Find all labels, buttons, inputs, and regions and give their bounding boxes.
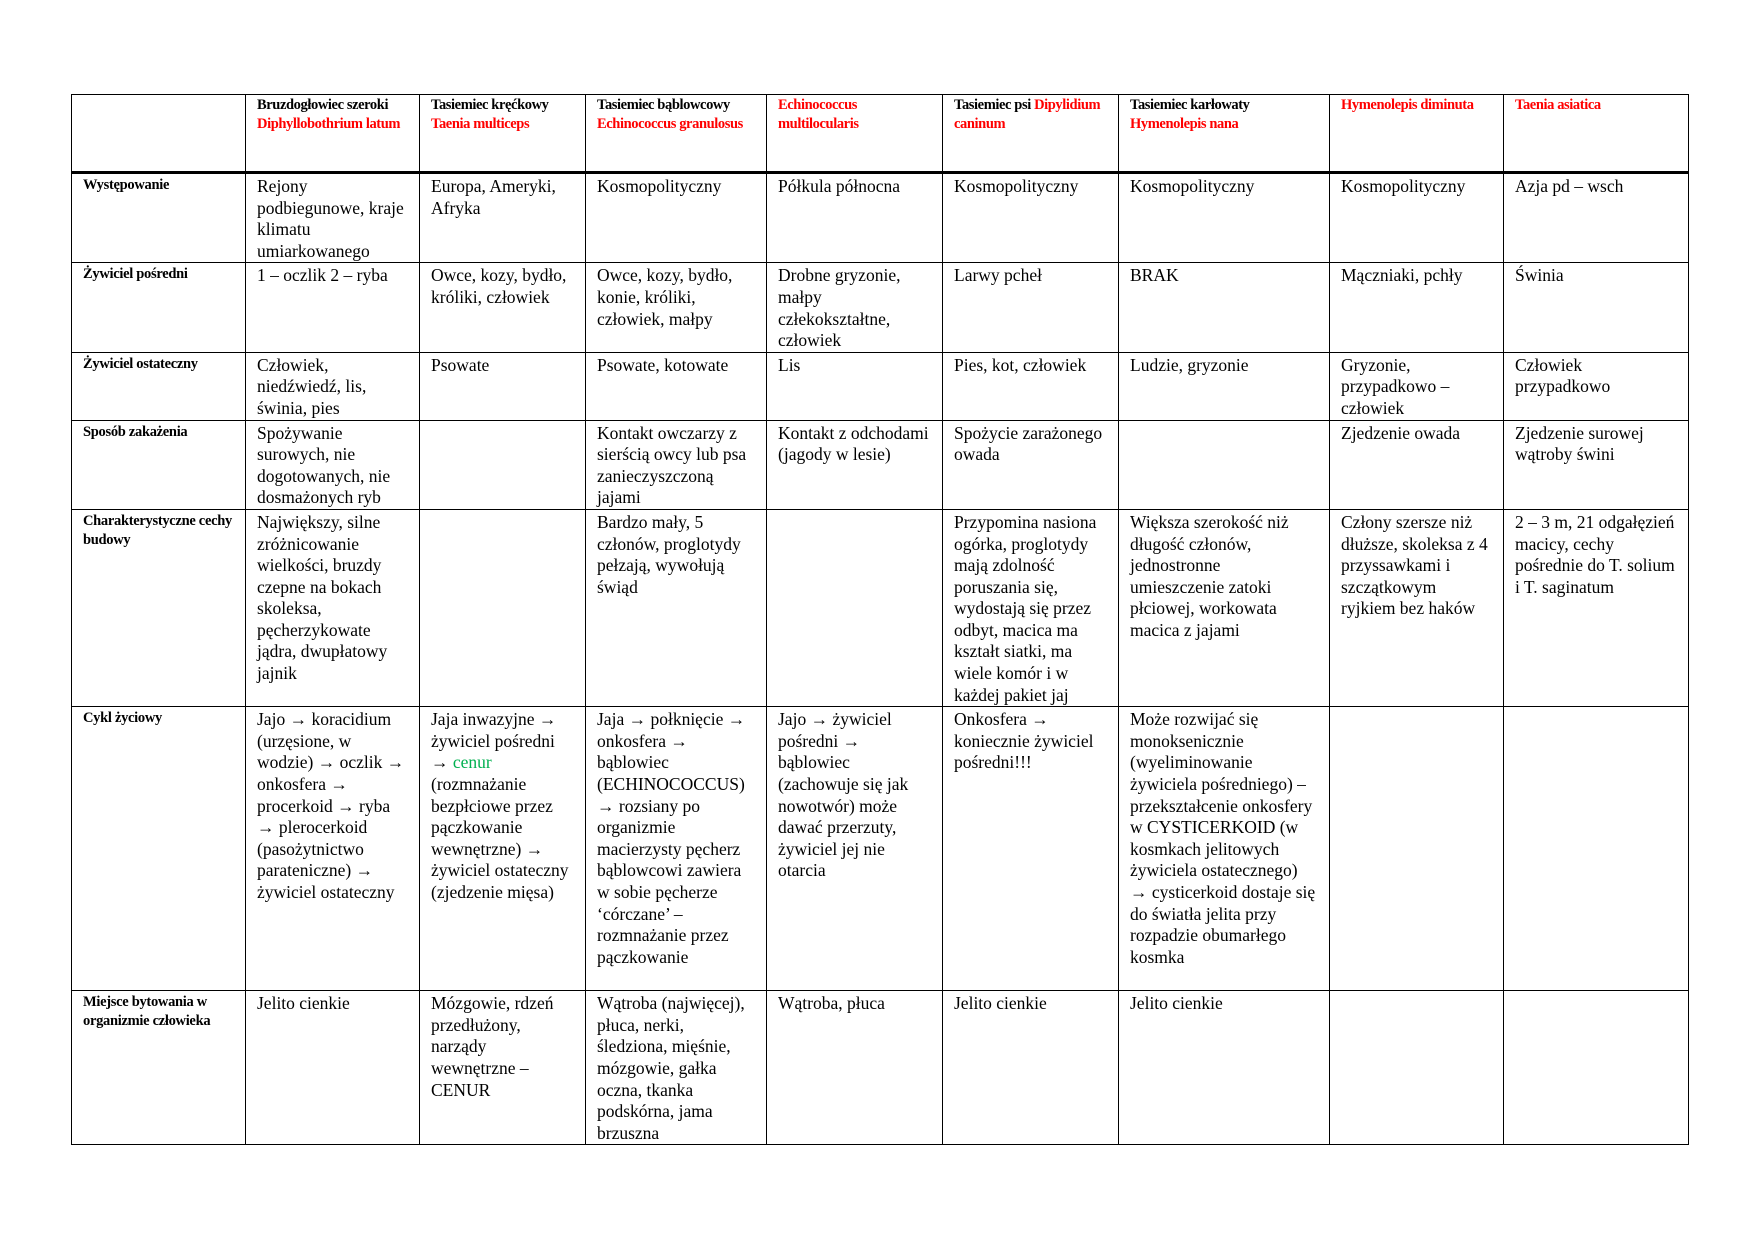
table-cell: Jaja → połknięcie → onkosfera → bąblowiec (ECHINOCOCCUS) → rozsiany po organizmie macierzysty pęcherz bąblowcowi zawiera w sobie pęcherze ‘córczane’ – rozmnażanie przez pączkowanie	[586, 707, 767, 991]
cell-text: Jaja inwazyjne → żywiciel pośredni →	[431, 709, 557, 773]
table-cell: Największy, silne zróżnicowanie wielkości, bruzdy czepne na bokach skoleksa, pęcherzykowate jądra, dwupłatowy jajnik	[246, 509, 420, 706]
table-cell: Kosmopolityczny	[943, 173, 1119, 263]
table-cell: Owce, kozy, bydło, konie, króliki, człowiek, małpy	[586, 263, 767, 352]
table-cell: Pies, kot, człowiek	[943, 352, 1119, 420]
column-latin-name: Taenia multiceps	[431, 115, 530, 132]
table-cell: Jajo → koracidium (urzęsione, w wodzie) → oczlik → onkosfera → procerkoid → ryba → plerocerkoid (pasożytnictwo parateniczne) → żywiciel ostateczny	[246, 707, 420, 991]
column-header	[943, 95, 1119, 173]
table-cell: Spożycie zarażonego owada	[943, 420, 1119, 509]
table-cell: Kosmopolityczny	[1119, 173, 1330, 263]
table-cell: Mączniaki, pchły	[1330, 263, 1504, 352]
table-cell: Psowate	[420, 352, 586, 420]
table-cell	[1504, 707, 1689, 991]
table-body	[72, 95, 1689, 1145]
column-common-name: Tasiemiec karłowaty	[1130, 97, 1250, 113]
row-label: Charakterystyczne cechy budowy	[72, 509, 246, 706]
row-label: Miejsce bytowania w organizmie człowieka	[72, 991, 246, 1145]
table-cell: Może rozwijać się monoksenicznie (wyeliminowanie żywiciela pośredniego) – przekształcenie onkosfery w CYSTICERKOID (w kosmkach jelitowych żywiciela ostatecznego) → cysticerkoid dostaje się do światła jelita przy rozpadzie obumarłego kosmka	[1119, 707, 1330, 991]
table-cell	[420, 420, 586, 509]
table-cell: Świnia	[1504, 263, 1689, 352]
row-label: Występowanie	[72, 173, 246, 263]
row-label: Żywiciel pośredni	[72, 263, 246, 352]
row-infection-route	[72, 420, 1689, 509]
table-cell: Rejony podbiegunowe, kraje klimatu umiarkowanego	[246, 173, 420, 263]
table-cell: Półkula północna	[767, 173, 943, 263]
table-cell: Wątroba, płuca	[767, 991, 943, 1145]
table-cell: Jelito cienkie	[943, 991, 1119, 1145]
column-latin-name: Taenia asiatica	[1515, 97, 1601, 113]
table-cell	[1330, 991, 1504, 1145]
column-latin-name: Echinococcus multilocularis	[778, 97, 859, 132]
corner-cell	[72, 95, 246, 173]
column-latin-name: Hymenolepis diminuta	[1341, 97, 1474, 113]
column-common-name: Tasiemiec kręćkowy	[431, 97, 549, 113]
row-label: Żywiciel ostateczny	[72, 352, 246, 420]
table-cell: Człony szersze niż dłuższe, skoleksa z 4 przyssawkami i szczątkowym ryjkiem bez haków	[1330, 509, 1504, 706]
table-cell: Gryzonie, przypadkowo – człowiek	[1330, 352, 1504, 420]
table-cell: Ludzie, gryzonie	[1119, 352, 1330, 420]
column-latin-name: Diphyllobothrium latum	[257, 115, 401, 132]
table-cell: Wątroba (najwięcej), płuca, nerki, śledziona, mięśnie, mózgowie, gałka oczna, tkanka podskórna, jama brzuszna	[586, 991, 767, 1145]
table-cell: Kosmopolityczny	[586, 173, 767, 263]
table-cell: Kosmopolityczny	[1330, 173, 1504, 263]
table-cell: Europa, Ameryki, Afryka	[420, 173, 586, 263]
row-life-cycle	[72, 707, 1689, 991]
table-cell: Owce, kozy, bydło, króliki, człowiek	[420, 263, 586, 352]
row-occurrence	[72, 173, 1689, 263]
table-cell: Larwy pcheł	[943, 263, 1119, 352]
column-header	[1504, 95, 1689, 173]
column-header	[246, 95, 420, 173]
cell-text: (rozmnażanie bezpłciowe przez pączkowanie wewnętrzne) → żywiciel ostateczny (zjedzenie mięsa)	[431, 774, 569, 902]
table-cell: Przypomina nasiona ogórka, proglotydy mają zdolność poruszania się, wydostają się przez odbyt, macica ma kształt siatki, ma wiele komór i w każdej pakiet jaj	[943, 509, 1119, 706]
column-common-name: Tasiemiec psi	[954, 97, 1035, 113]
table-cell	[767, 509, 943, 706]
column-header	[586, 95, 767, 173]
column-header	[1330, 95, 1504, 173]
table-cell: Bardzo mały, 5 członów, proglotydy pełzają, wywołują świąd	[586, 509, 767, 706]
column-latin-name: Echinococcus granulosus	[597, 115, 743, 132]
row-body-features	[72, 509, 1689, 706]
column-header	[767, 95, 943, 173]
table-cell	[420, 707, 586, 991]
column-latin-name: Dipylidium caninum	[954, 97, 1101, 132]
table-cell: Drobne gryzonie, małpy człekokształtne, człowiek	[767, 263, 943, 352]
table-cell	[1504, 991, 1689, 1145]
table-cell	[1119, 420, 1330, 509]
table-cell: Jelito cienkie	[246, 991, 420, 1145]
table-cell	[420, 509, 586, 706]
table-cell: Lis	[767, 352, 943, 420]
header-row	[72, 95, 1689, 173]
table-cell: Jelito cienkie	[1119, 991, 1330, 1145]
table-cell: Spożywanie surowych, nie dogotowanych, nie dosmażonych ryb	[246, 420, 420, 509]
table-cell: Azja pd – wsch	[1504, 173, 1689, 263]
cell-highlight-text: cenur	[452, 752, 492, 773]
column-header	[1119, 95, 1330, 173]
table-cell: Większa szerokość niż długość członów, jednostronne umieszczenie zatoki płciowej, workowata macica z jajami	[1119, 509, 1330, 706]
table-cell: BRAK	[1119, 263, 1330, 352]
table-cell: Mózgowie, rdzeń przedłużony, narządy wewnętrzne – CENUR	[420, 991, 586, 1145]
table-cell: Człowiek, niedźwiedź, lis, świnia, pies	[246, 352, 420, 420]
row-intermediate-host	[72, 263, 1689, 352]
table-cell: Człowiek przypadkowo	[1504, 352, 1689, 420]
table-cell: Kontakt owczarzy z sierścią owcy lub psa zanieczyszczoną jajami	[586, 420, 767, 509]
row-definitive-host	[72, 352, 1689, 420]
table-cell: Zjedzenie owada	[1330, 420, 1504, 509]
table-cell: 1 – oczlik 2 – ryba	[246, 263, 420, 352]
table-cell	[1330, 707, 1504, 991]
table-cell: Kontakt z odchodami (jagody w lesie)	[767, 420, 943, 509]
table-cell: Onkosfera → koniecznie żywiciel pośredni!!!	[943, 707, 1119, 991]
tapeworm-comparison-table	[71, 94, 1689, 1145]
table-cell: Zjedzenie surowej wątroby świni	[1504, 420, 1689, 509]
table-cell: Psowate, kotowate	[586, 352, 767, 420]
table-cell: Jajo → żywiciel pośredni → bąblowiec (zachowuje się jak nowotwór) może dawać przerzuty, żywiciel jej nie otarcia	[767, 707, 943, 991]
row-label: Cykl życiowy	[72, 707, 246, 991]
column-header	[420, 95, 586, 173]
row-habitat-in-human	[72, 991, 1689, 1145]
column-common-name: Tasiemiec bąblowcowy	[597, 97, 730, 113]
column-common-name: Bruzdogłowiec szeroki	[257, 97, 389, 113]
column-latin-name: Hymenolepis nana	[1130, 115, 1239, 132]
row-label: Sposób zakażenia	[72, 420, 246, 509]
table-cell: 2 – 3 m, 21 odgałęzień macicy, cechy pośrednie do T. solium i T. saginatum	[1504, 509, 1689, 706]
